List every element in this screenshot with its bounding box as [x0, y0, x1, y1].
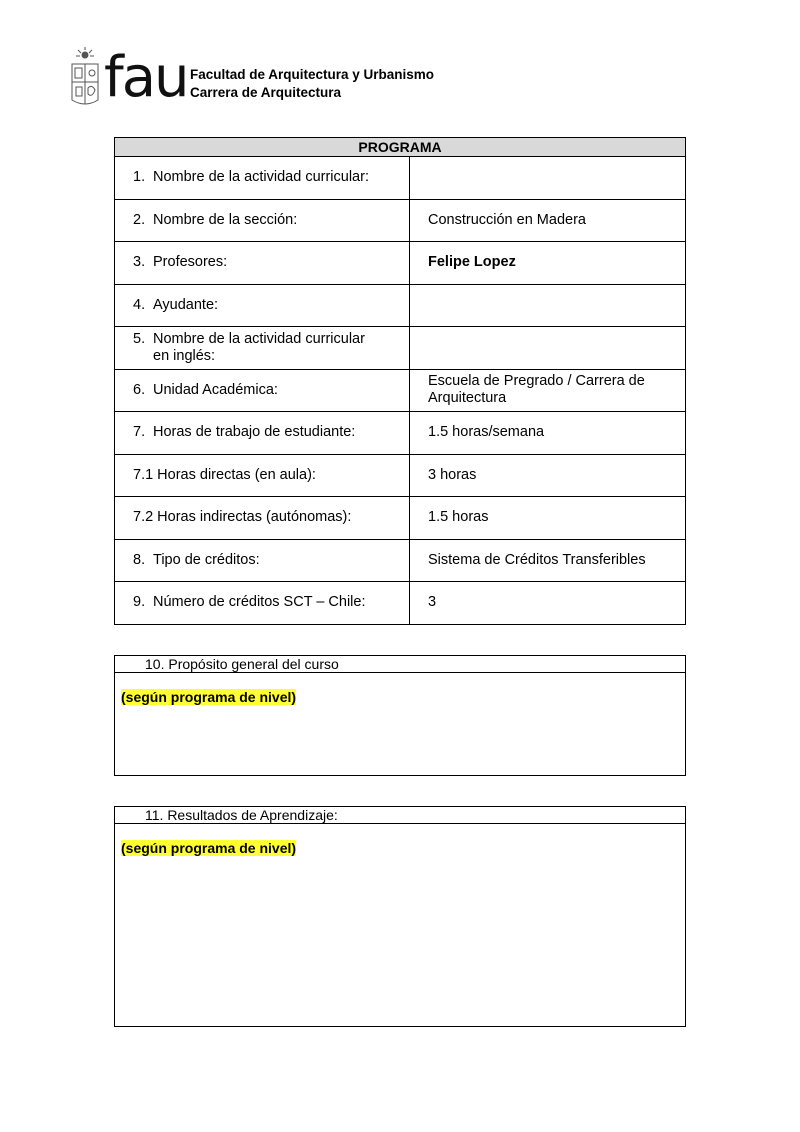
highlighted-text: (según programa de nivel) — [121, 689, 297, 705]
row-label: 8. Tipo de créditos: — [115, 539, 410, 582]
resultados-content — [115, 824, 686, 1027]
table-row — [115, 412, 686, 455]
career-name: Carrera de Arquitectura — [190, 85, 342, 100]
table-row — [115, 582, 686, 625]
table-row — [115, 327, 686, 370]
row-value — [410, 327, 686, 370]
row-value — [410, 157, 686, 200]
proposito-content — [115, 673, 686, 776]
row-value — [410, 284, 686, 327]
university-seal-icon — [68, 46, 102, 110]
row-label: 7.1 Horas directas (en aula): — [115, 454, 410, 497]
table-row — [115, 157, 686, 200]
row-value: 3 — [410, 582, 686, 625]
row-value: 3 horas — [410, 454, 686, 497]
row-label: 1. Nombre de la actividad curricular: — [115, 157, 410, 200]
row-value: 1.5 horas/semana — [410, 412, 686, 455]
institution-name — [190, 66, 434, 102]
row-value: Escuela de Pregrado / Carrera de Arquitectura — [410, 369, 686, 412]
row-value: 1.5 horas — [410, 497, 686, 540]
highlighted-text: (según programa de nivel) — [121, 840, 297, 856]
row-label: 2. Nombre de la sección: — [115, 199, 410, 242]
faculty-name: Facultad de Arquitectura y Urbanismo — [190, 67, 435, 82]
proposito-section — [114, 655, 686, 776]
row-label: 4. Ayudante: — [115, 284, 410, 327]
table-row — [115, 242, 686, 285]
resultados-section — [114, 806, 686, 1027]
row-label: 7.2 Horas indirectas (autónomas): — [115, 497, 410, 540]
proposito-title: 10. Propósito general del curso — [115, 656, 686, 673]
row-value: Felipe Lopez — [410, 242, 686, 285]
table-row — [115, 454, 686, 497]
row-value: Construcción en Madera — [410, 199, 686, 242]
programa-table — [114, 137, 686, 625]
resultados-title: 11. Resultados de Aprendizaje: — [115, 807, 686, 824]
table-row — [115, 497, 686, 540]
table-row — [115, 199, 686, 242]
programa-title: PROGRAMA — [115, 138, 686, 157]
table-row — [115, 369, 686, 412]
table-row — [115, 539, 686, 582]
table-row — [115, 284, 686, 327]
row-label: 9. Número de créditos SCT – Chile: — [115, 582, 410, 625]
row-label: 3. Profesores: — [115, 242, 410, 285]
row-label: 6. Unidad Académica: — [115, 369, 410, 412]
fau-logo: fau — [104, 45, 188, 110]
row-value: Sistema de Créditos Transferibles — [410, 539, 686, 582]
row-label: 7. Horas de trabajo de estudiante: — [115, 412, 410, 455]
row-label: 5. Nombre de la actividad curricular en inglés: — [115, 327, 410, 370]
